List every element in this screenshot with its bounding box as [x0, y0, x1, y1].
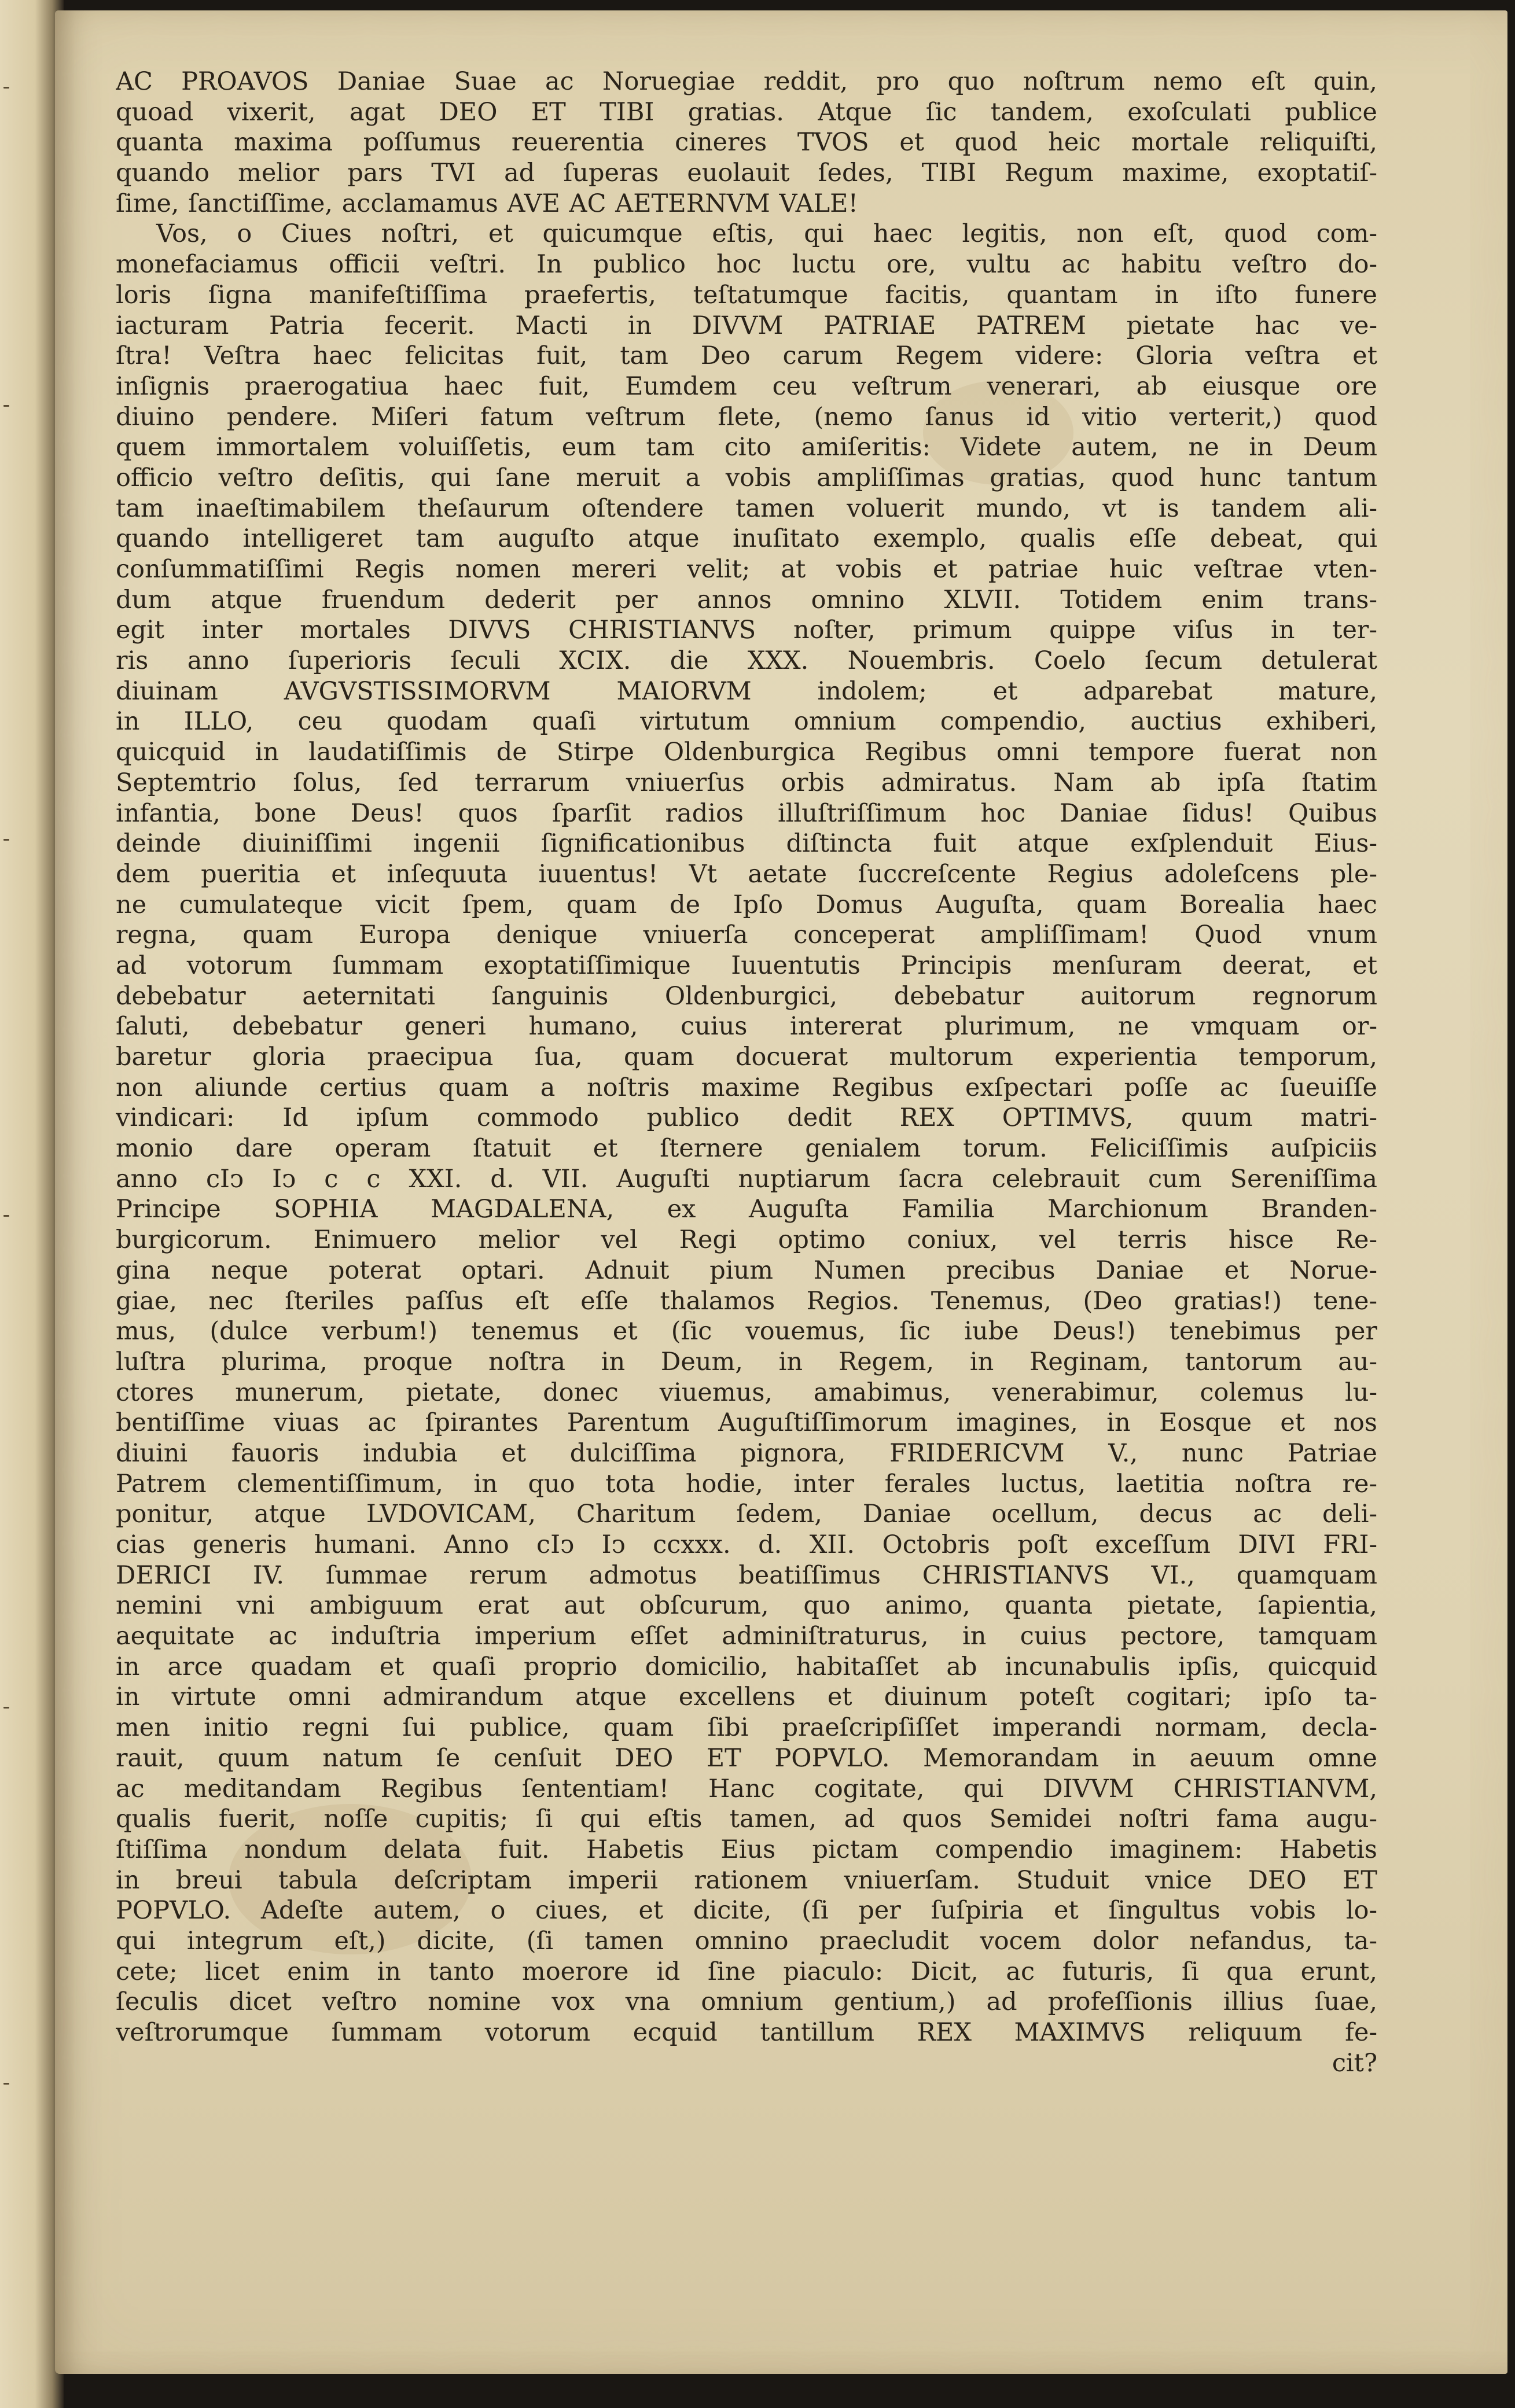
page-text: [116, 67, 1377, 2078]
text-line: diuino pendere. Miſeri fatum veſtrum flete, (nemo ſanus id vitio verterit,) quod: [116, 402, 1377, 432]
text-line: inſignis praerogatiua haec fuit, Eumdem ceu veſtrum venerari, ab eiusque ore: [116, 371, 1377, 401]
text-line: ſtra! Veſtra haec felicitas fuit, tam Deo carum Regem videre: Gloria veſtra et: [116, 341, 1377, 371]
text-line: non aliunde certius quam a noſtris maxime Regibus exſpectari poſſe ac ſueuiſſe: [116, 1073, 1377, 1102]
text-line: quanta maxima poſſumus reuerentia cineres TVOS et quod heic mortale reliquiſti,: [116, 128, 1377, 157]
text-line: gina neque poterat optari. Adnuit pium Numen precibus Daniae et Norue-: [116, 1255, 1377, 1285]
text-line: ſeculis dicet veſtro nomine vox vna omnium gentium,) ad profeſſionis illius ſuae,: [116, 1987, 1377, 2017]
text-line: Septemtrio ſolus, ſed terrarum vniuerſus orbis admiratus. Nam ab ipſa ſtatim: [116, 768, 1377, 797]
text-line: in breui tabula deſcriptam imperii rationem vniuerſam. Studuit vnice DEO ET: [116, 1865, 1377, 1895]
text-line: vindicari: Id ipſum commodo publico dedit REX OPTIMVS, quum matri-: [116, 1103, 1377, 1133]
text-line: Principe SOPHIA MAGDALENA, ex Auguſta Familia Marchionum Branden-: [116, 1195, 1377, 1224]
text-line: rauit, quum natum ſe cenſuit DEO ET POPVLO. Memorandam in aeuum omne: [116, 1743, 1377, 1773]
text-line: tam inaeſtimabilem theſaurum oſtendere tamen voluerit mundo, vt is tandem ali-: [116, 494, 1377, 523]
text-line: ſtiſſima nondum delata fuit. Habetis Eius pictam compendio imaginem: Habetis: [116, 1835, 1377, 1864]
text-line: in ILLO, ceu quodam quaſi virtutum omnium compendio, auctius exhiberi,: [116, 707, 1377, 737]
text-line: ctores munerum, pietate, donec viuemus, amabimus, venerabimur, colemus lu-: [116, 1378, 1377, 1407]
text-line: monio dare operam ſtatuit et ſternere genialem torum. Feliciſſimis auſpiciis: [116, 1134, 1377, 1164]
text-line: diuini fauoris indubia et dulciſſima pignora, FRIDERICVM V., nunc Patriae: [116, 1438, 1377, 1468]
text-line: anno cIↄ Iↄ c c XXI. d. VII. Auguſti nuptiarum ſacra celebrauit cum Sereniſſima: [116, 1164, 1377, 1194]
text-line: egit inter mortales DIVVS CHRISTIANVS noſter, primum quippe viſus in ter-: [116, 616, 1377, 645]
text-line: ſime, ſanctiſſime, acclamamus AVE AC AETERNVM VALE!: [116, 189, 858, 218]
text-line: quem immortalem voluiſſetis, eum tam cito amiſeritis: Videte autem, ne in Deum: [116, 433, 1377, 462]
text-line: Vos, o Ciues noſtri, et quicumque eſtis, qui haec legitis, non eſt, quod com-: [156, 219, 1377, 249]
text-line: cete; licet enim in tanto moerore id ſine piaculo: Dicit, ac futuris, ſi qua erunt,: [116, 1957, 1377, 1986]
text-line: mus, (dulce verbum!) tenemus et (ſic vouemus, ſic iube Deus!) tenebimus per: [116, 1317, 1377, 1346]
text-line: nemini vni ambiguum erat aut obſcurum, quo animo, quanta pietate, ſapientia,: [116, 1591, 1377, 1621]
text-line: giae, nec ſteriles paſſus eſt eſſe thalamos Regios. Tenemus, (Deo gratias!) tene-: [116, 1286, 1377, 1316]
text-line: deinde diuiniſſimi ingenii ſignificationibus diſtincta fuit atque exſplenduit Eius-: [116, 829, 1377, 859]
text-line: quando melior pars TVI ad ſuperas euolauit ſedes, TIBI Regum maxime, exoptatiſ-: [116, 159, 1377, 188]
text-line: men initio regni ſui publice, quam ſibi praeſcripſiſſet imperandi normam, decla-: [116, 1713, 1377, 1743]
text-line: quicquid in laudatiſſimis de Stirpe Oldenburgica Regibus omni tempore fuerat non: [116, 738, 1377, 767]
text-line: ris anno ſuperioris ſeculi XCIX. die XXX. Nouembris. Coelo ſecum detulerat: [116, 646, 1377, 676]
text-line: ne cumulateque vicit ſpem, quam de Ipſo Domus Auguſta, quam Borealia haec: [116, 890, 1377, 919]
text-line: AC PROAVOS Daniae Suae ac Noruegiae reddit, pro quo noſtrum nemo eſt quin,: [116, 67, 1377, 96]
text-line: qualis fuerit, noſſe cupitis; ſi qui eſtis tamen, ad quos Semidei noſtri fama augu-: [116, 1805, 1377, 1834]
book-spine-edge: [0, 0, 64, 2408]
text-line: veſtrorumque ſummam votorum ecquid tantillum REX MAXIMVS reliquum fe-: [116, 2018, 1377, 2047]
text-line: bentiſſime viuas ac ſpirantes Parentum Auguſtiſſimorum imagines, in Eosque et nos: [116, 1408, 1377, 1438]
text-line: ac meditandam Regibus ſententiam! Hanc cogitate, qui DIVVM CHRISTIANVM,: [116, 1774, 1377, 1803]
text-line: monefaciamus officii veſtri. In publico hoc luctu ore, vultu ac habitu veſtro do-: [116, 250, 1377, 279]
text-line: cit?: [1332, 2048, 1377, 2078]
text-line: luſtra plurima, proque noſtra in Deum, in Regem, in Reginam, tantorum au-: [116, 1347, 1377, 1376]
text-line: POPVLO. Adeſte autem, o ciues, et dicite, (ſi per ſuſpiria et ſingultus vobis lo-: [116, 1896, 1377, 1925]
text-line: loris ſigna manifeſtiſſima praefertis, teſtatumque facitis, quantam in iſto funere: [116, 280, 1377, 310]
text-line: quoad vixerit, agat DEO ET TIBI gratias. Atque ſic tandem, exoſculati publice: [116, 97, 1377, 127]
text-line: in arce quadam et quaſi proprio domicilio, habitaſſet ab incunabulis ipſis, quicquid: [116, 1652, 1377, 1681]
text-line: dum atque fruendum dederit per annos omnino XLVII. Totidem enim trans-: [116, 585, 1377, 614]
text-line: Patrem clementiſſimum, in quo tota hodie, inter ferales luctus, laetitia noſtra re-: [116, 1469, 1377, 1498]
text-line: regna, quam Europa denique vniuerſa conceperat ampliſſimam! Quod vnum: [116, 921, 1377, 950]
text-line: ſaluti, debebatur generi humano, cuius intererat plurimum, ne vmquam or-: [116, 1012, 1377, 1041]
text-line: aequitate ac induſtria imperium eſſet adminiſtraturus, in cuius pectore, tamquam: [116, 1622, 1377, 1651]
text-line: ponitur, atque LVDOVICAM, Charitum ſedem, Daniae ocellum, decus ac deli-: [116, 1500, 1377, 1529]
text-line: conſummatiſſimi Regis nomen mereri velit; at vobis et patriae huic veſtrae vten-: [116, 555, 1377, 584]
text-line: dem pueritia et inſequuta iuuentus! Vt aetate ſuccreſcente Regius adoleſcens ple-: [116, 859, 1377, 889]
text-line: qui integrum eſt,) dicite, (ſi tamen omnino praecludit vocem dolor nefandus, ta-: [116, 1926, 1377, 1956]
text-line: infantia, bone Deus! quos ſparſit radios illuſtriſſimum hoc Daniae ſidus! Quibus: [116, 798, 1377, 828]
text-line: ad votorum ſummam exoptatiſſimique Iuuentutis Principis menſuram deerat, et: [116, 951, 1377, 980]
text-line: diuinam AVGVSTISSIMORVM MAIORVM indolem; et adparebat mature,: [116, 676, 1377, 706]
text-line: in virtute omni admirandum atque excellens et diuinum poteſt cogitari; ipſo ta-: [116, 1682, 1377, 1712]
text-line: quando intelligeret tam auguſto atque inuſitato exemplo, qualis eſſe debeat, qui: [116, 524, 1377, 554]
text-line: iacturam Patria fecerit. Macti in DIVVM PATRIAE PATREM pietate hac ve-: [116, 311, 1377, 340]
text-line: cias generis humani. Anno cIↄ Iↄ ccxxx. d. XII. Octobris poſt exceſſum DIVI FRI-: [116, 1530, 1377, 1559]
text-line: baretur gloria praecipua ſua, quam docuerat multorum experientia temporum,: [116, 1043, 1377, 1072]
text-line: debebatur aeternitati ſanguinis Oldenburgici, debebatur auitorum regnorum: [116, 981, 1377, 1011]
text-line: DERICI IV. ſummae rerum admotus beatiſſimus CHRISTIANVS VI., quamquam: [116, 1560, 1377, 1590]
text-line: burgicorum. Enimuero melior vel Regi optimo coniux, vel terris hisce Re-: [116, 1225, 1377, 1255]
text-line: officio veſtro deſitis, qui ſane meruit a vobis ampliſſimas gratias, quod hunc tantum: [116, 463, 1377, 492]
